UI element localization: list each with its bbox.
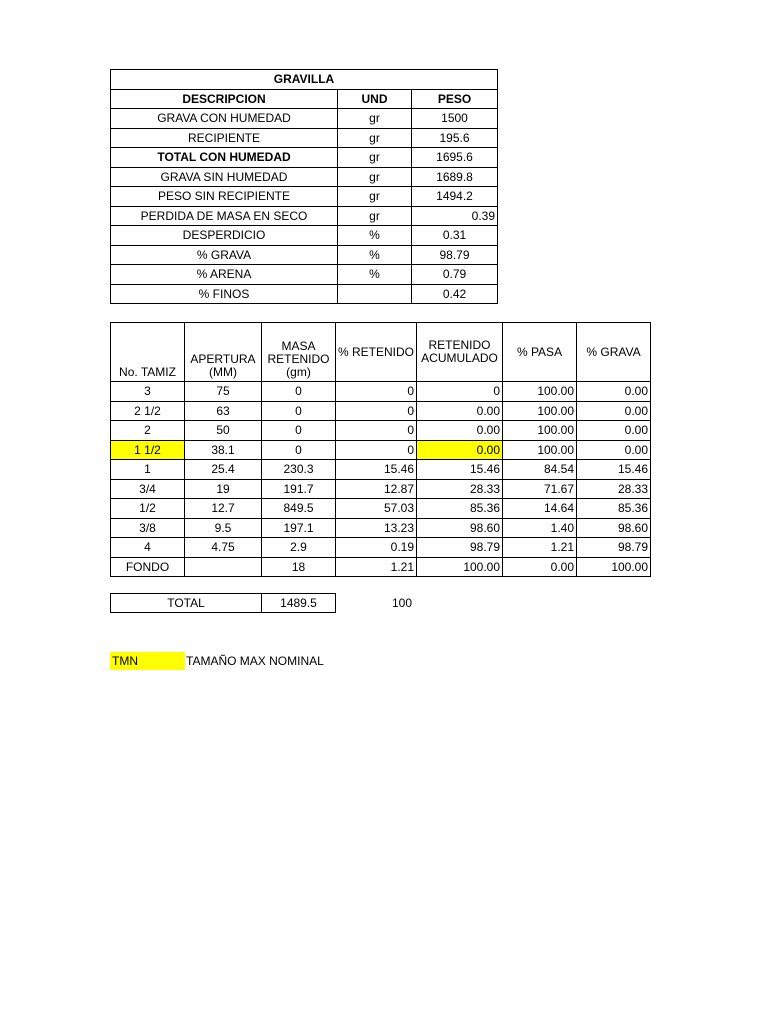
sieve-cell-ret-acumulado: 0 bbox=[417, 382, 503, 402]
sieve-cell-tamiz: 3/4 bbox=[111, 479, 185, 499]
summary-und: gr bbox=[338, 148, 412, 168]
sieve-cell-tamiz: 4 bbox=[111, 538, 185, 558]
summary-desc: PESO SIN RECIPIENTE bbox=[111, 187, 338, 207]
header-descripcion: DESCRIPCION bbox=[111, 89, 338, 109]
sieve-row bbox=[111, 460, 651, 480]
sieve-cell-pct-grava: 15.46 bbox=[577, 460, 651, 480]
summary-title: GRAVILLA bbox=[111, 70, 498, 90]
summary-und: % bbox=[338, 226, 412, 246]
sieve-cell-apertura bbox=[185, 557, 262, 577]
sieve-cell-masa: 18 bbox=[262, 557, 336, 577]
sieve-cell-pct-retenido: 0.19 bbox=[336, 538, 417, 558]
sieve-cell-tamiz: 1/2 bbox=[111, 499, 185, 519]
sieve-cell-apertura: 25.4 bbox=[185, 460, 262, 480]
header-retenido-acumulado: RETENIDO ACUMULADO bbox=[417, 323, 503, 382]
sieve-cell-pct-pasa: 100.00 bbox=[503, 421, 577, 441]
summary-peso: 0.42 bbox=[412, 284, 498, 304]
summary-peso: 0.79 bbox=[412, 265, 498, 285]
summary-table bbox=[110, 69, 498, 304]
sieve-cell-pct-retenido: 1.21 bbox=[336, 557, 417, 577]
sieve-cell-pct-pasa: 100.00 bbox=[503, 382, 577, 402]
sieve-row bbox=[111, 479, 651, 499]
summary-row bbox=[111, 206, 498, 226]
sieve-cell-tamiz: 3 bbox=[111, 382, 185, 402]
summary-row bbox=[111, 109, 498, 129]
header-pct-pasa: % PASA bbox=[503, 323, 577, 382]
summary-peso: 1500 bbox=[412, 109, 498, 129]
sieve-cell-pct-grava: 28.33 bbox=[577, 479, 651, 499]
summary-und bbox=[338, 284, 412, 304]
summary-peso: 0.31 bbox=[412, 226, 498, 246]
sieve-cell-masa: 197.1 bbox=[262, 518, 336, 538]
summary-peso: 195.6 bbox=[412, 128, 498, 148]
sieve-cell-pct-grava: 0.00 bbox=[577, 382, 651, 402]
sieve-cell-pct-grava: 0.00 bbox=[577, 401, 651, 421]
sieve-cell-pct-pasa: 100.00 bbox=[503, 440, 577, 460]
summary-row bbox=[111, 265, 498, 285]
sieve-cell-pct-grava: 100.00 bbox=[577, 557, 651, 577]
sieve-cell-ret-acumulado: 100.00 bbox=[417, 557, 503, 577]
summary-peso: 1689.8 bbox=[412, 167, 498, 187]
sieve-cell-masa: 191.7 bbox=[262, 479, 336, 499]
header-no-tamiz: No. TAMIZ bbox=[111, 323, 185, 382]
sieve-cell-pct-pasa: 100.00 bbox=[503, 401, 577, 421]
sieve-header-row bbox=[111, 323, 651, 382]
summary-row bbox=[111, 148, 498, 168]
summary-peso: 0.39 bbox=[412, 206, 498, 226]
sieve-cell-tamiz: FONDO bbox=[111, 557, 185, 577]
header-apertura: APERTURA (MM) bbox=[185, 323, 262, 382]
sieve-cell-ret-acumulado: 0.00 bbox=[417, 421, 503, 441]
sieve-cell-tamiz: 1 1/2 bbox=[111, 440, 185, 460]
sieve-cell-pct-retenido: 0 bbox=[336, 421, 417, 441]
summary-und: gr bbox=[338, 187, 412, 207]
sieve-cell-masa: 230.3 bbox=[262, 460, 336, 480]
sieve-cell-pct-retenido: 0 bbox=[336, 401, 417, 421]
summary-und: gr bbox=[338, 167, 412, 187]
header-pct-retenido: % RETENIDO bbox=[336, 323, 417, 382]
summary-row bbox=[111, 245, 498, 265]
sieve-cell-masa: 0 bbox=[262, 440, 336, 460]
sieve-cell-ret-acumulado: 98.60 bbox=[417, 518, 503, 538]
sieve-cell-apertura: 75 bbox=[185, 382, 262, 402]
sieve-cell-pct-grava: 98.60 bbox=[577, 518, 651, 538]
sieve-cell-tamiz: 2 1/2 bbox=[111, 401, 185, 421]
summary-und: gr bbox=[338, 109, 412, 129]
sieve-row bbox=[111, 421, 651, 441]
summary-desc: % FINOS bbox=[111, 284, 338, 304]
summary-rows bbox=[111, 109, 498, 304]
summary-desc: % ARENA bbox=[111, 265, 338, 285]
sieve-cell-apertura: 50 bbox=[185, 421, 262, 441]
summary-row bbox=[111, 167, 498, 187]
summary-desc: TOTAL CON HUMEDAD bbox=[111, 148, 338, 168]
sieve-cell-ret-acumulado: 28.33 bbox=[417, 479, 503, 499]
sieve-row bbox=[111, 538, 651, 558]
sieve-cell-ret-acumulado: 15.46 bbox=[417, 460, 503, 480]
sieve-cell-pct-retenido: 15.46 bbox=[336, 460, 417, 480]
sieve-row bbox=[111, 401, 651, 421]
sieve-cell-pct-grava: 0.00 bbox=[577, 421, 651, 441]
sieve-cell-apertura: 9.5 bbox=[185, 518, 262, 538]
sieve-cell-masa: 0 bbox=[262, 401, 336, 421]
summary-desc: % GRAVA bbox=[111, 245, 338, 265]
summary-desc: RECIPIENTE bbox=[111, 128, 338, 148]
sieve-cell-apertura: 19 bbox=[185, 479, 262, 499]
sieve-row bbox=[111, 499, 651, 519]
sieve-cell-pct-retenido: 13.23 bbox=[336, 518, 417, 538]
summary-peso: 1695.6 bbox=[412, 148, 498, 168]
sieve-cell-pct-retenido: 0 bbox=[336, 382, 417, 402]
sieve-table bbox=[110, 322, 651, 577]
summary-und: gr bbox=[338, 206, 412, 226]
sieve-row bbox=[111, 382, 651, 402]
sieve-cell-ret-acumulado: 0.00 bbox=[417, 401, 503, 421]
sieve-cell-pct-grava: 85.36 bbox=[577, 499, 651, 519]
header-masa-retenido: MASA RETENIDO (gm) bbox=[262, 323, 336, 382]
tmn-code: TMN bbox=[110, 652, 185, 670]
sieve-cell-pct-pasa: 14.64 bbox=[503, 499, 577, 519]
sieve-cell-masa: 0 bbox=[262, 421, 336, 441]
sieve-cell-pct-grava: 98.79 bbox=[577, 538, 651, 558]
sieve-cell-pct-pasa: 1.21 bbox=[503, 538, 577, 558]
total-label: TOTAL bbox=[111, 594, 262, 613]
sieve-cell-pct-pasa: 71.67 bbox=[503, 479, 577, 499]
summary-row bbox=[111, 284, 498, 304]
sieve-cell-masa: 849.5 bbox=[262, 499, 336, 519]
total-mass: 1489.5 bbox=[262, 594, 336, 613]
sieve-cell-tamiz: 3/8 bbox=[111, 518, 185, 538]
summary-desc: GRAVA SIN HUMEDAD bbox=[111, 167, 338, 187]
sieve-row bbox=[111, 557, 651, 577]
summary-peso: 98.79 bbox=[412, 245, 498, 265]
sieve-cell-ret-acumulado: 98.79 bbox=[417, 538, 503, 558]
summary-desc: PERDIDA DE MASA EN SECO bbox=[111, 206, 338, 226]
summary-desc: GRAVA CON HUMEDAD bbox=[111, 109, 338, 129]
sieve-cell-apertura: 38.1 bbox=[185, 440, 262, 460]
sieve-cell-pct-retenido: 0 bbox=[336, 440, 417, 460]
summary-und: % bbox=[338, 245, 412, 265]
sieve-row bbox=[111, 518, 651, 538]
sieve-cell-ret-acumulado: 0.00 bbox=[417, 440, 503, 460]
summary-row bbox=[111, 187, 498, 207]
total-table bbox=[110, 593, 336, 613]
sieve-cell-pct-retenido: 57.03 bbox=[336, 499, 417, 519]
header-und: UND bbox=[338, 89, 412, 109]
sieve-cell-apertura: 12.7 bbox=[185, 499, 262, 519]
total-percent: 100 bbox=[392, 596, 413, 610]
sieve-cell-masa: 0 bbox=[262, 382, 336, 402]
summary-row bbox=[111, 226, 498, 246]
tmn-description: TAMAÑO MAX NOMINAL bbox=[186, 654, 324, 668]
summary-und: gr bbox=[338, 128, 412, 148]
sieve-cell-pct-pasa: 0.00 bbox=[503, 557, 577, 577]
sieve-cell-apertura: 4.75 bbox=[185, 538, 262, 558]
sieve-cell-apertura: 63 bbox=[185, 401, 262, 421]
summary-desc: DESPERDICIO bbox=[111, 226, 338, 246]
header-peso: PESO bbox=[412, 89, 498, 109]
sieve-cell-pct-pasa: 1.40 bbox=[503, 518, 577, 538]
sieve-cell-masa: 2.9 bbox=[262, 538, 336, 558]
sieve-cell-tamiz: 1 bbox=[111, 460, 185, 480]
summary-peso: 1494.2 bbox=[412, 187, 498, 207]
sieve-cell-pct-retenido: 12.87 bbox=[336, 479, 417, 499]
sieve-cell-pct-pasa: 84.54 bbox=[503, 460, 577, 480]
sieve-cell-tamiz: 2 bbox=[111, 421, 185, 441]
header-pct-grava: % GRAVA bbox=[577, 323, 651, 382]
sieve-cell-pct-grava: 0.00 bbox=[577, 440, 651, 460]
summary-row bbox=[111, 128, 498, 148]
sieve-row bbox=[111, 440, 651, 460]
summary-und: % bbox=[338, 265, 412, 285]
sieve-cell-ret-acumulado: 85.36 bbox=[417, 499, 503, 519]
sieve-rows bbox=[111, 382, 651, 577]
